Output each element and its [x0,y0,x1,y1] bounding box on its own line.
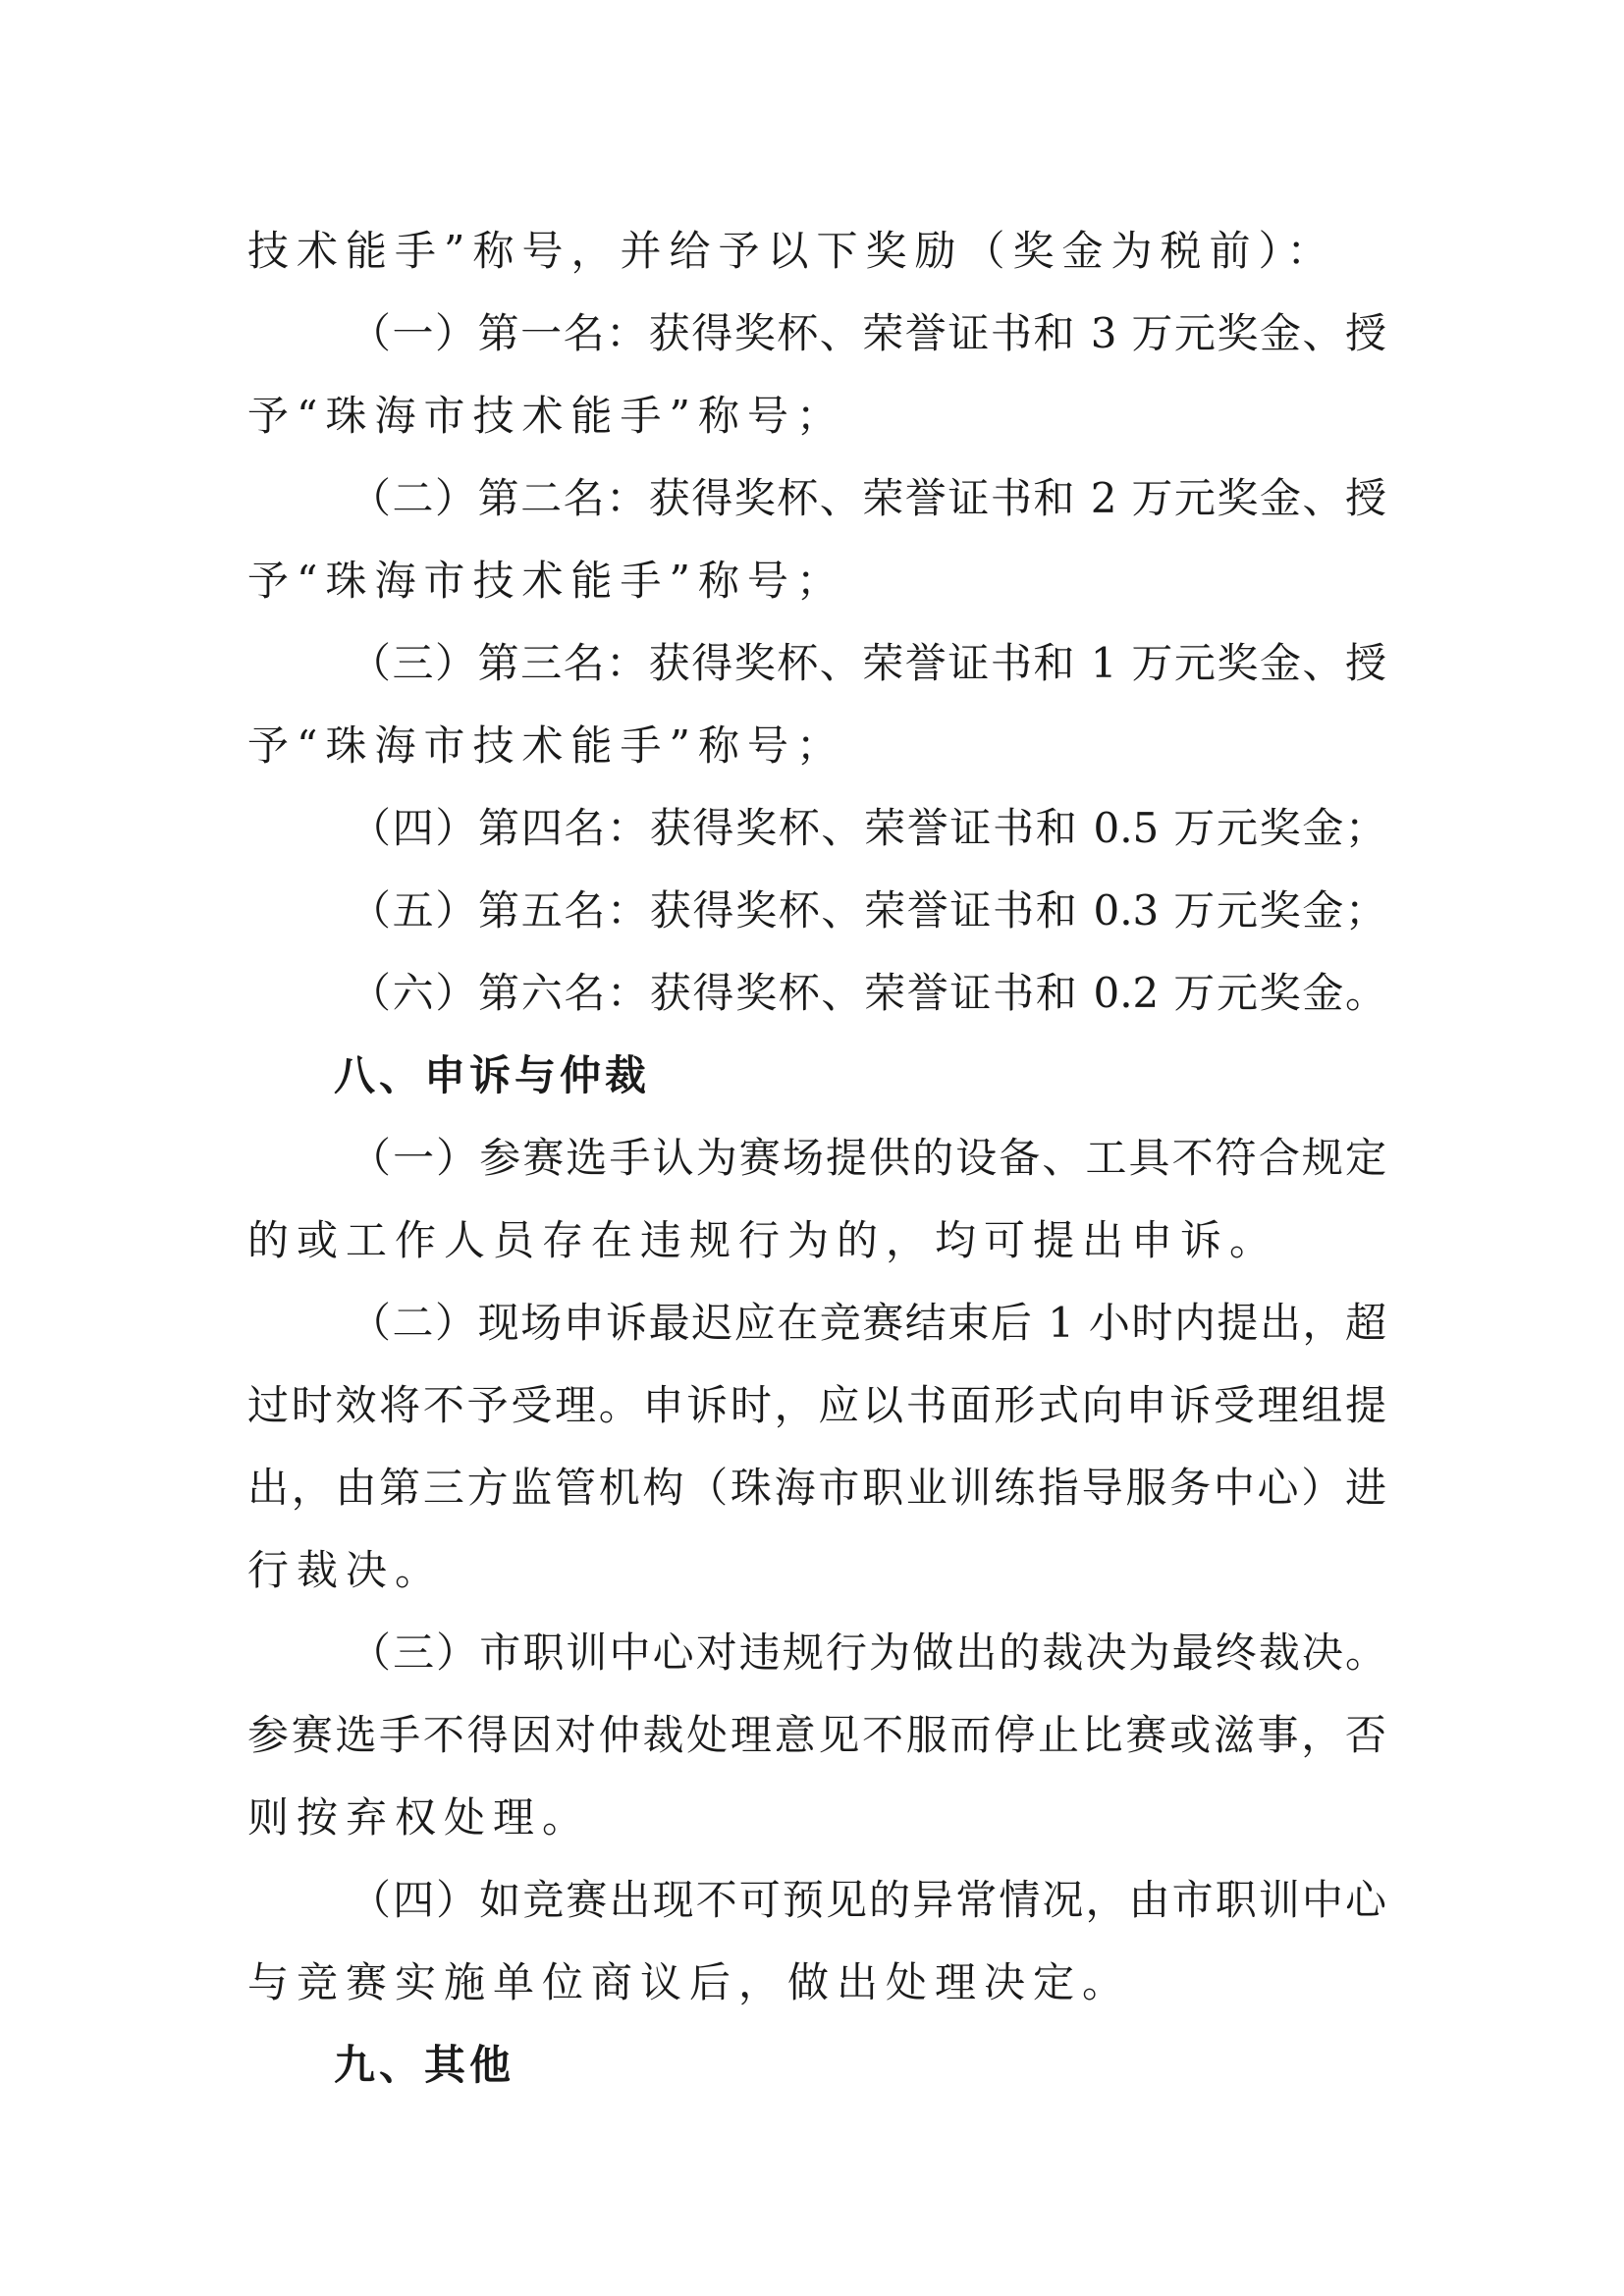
paragraph-line: 行裁决。 [247,1546,445,1594]
paragraph-line: 予“珠海市技术能手”称号； [247,721,845,770]
paragraph-line: 予“珠海市技术能手”称号； [247,392,845,440]
paragraph-line: 过时效将不予受理。申诉时，应以书面形式向申诉受理组提 [247,1381,1386,1429]
award-item-second: （二）第二名：获得奖杯、荣誉证书和 2 万元奖金、授 [350,474,1386,522]
award-item-first: （一）第一名：获得奖杯、荣誉证书和 3 万元奖金、授 [350,309,1386,357]
award-item-fourth: （四）第四名：获得奖杯、荣誉证书和 0.5 万元奖金； [350,804,1386,852]
award-item-third: （三）第三名：获得奖杯、荣誉证书和 1 万元奖金、授 [350,639,1386,687]
section-heading-appeal: 八、申诉与仲裁 [334,1051,651,1099]
section-heading-other: 九、其他 [334,2041,515,2089]
appeal-item-2: （二）现场申诉最迟应在竞赛结束后 1 小时内提出，超 [350,1299,1386,1347]
appeal-item-3: （三）市职训中心对违规行为做出的裁决为最终裁决。 [350,1629,1386,1677]
award-item-sixth: （六）第六名：获得奖杯、荣誉证书和 0.2 万元奖金。 [350,969,1386,1017]
paragraph-line: 出，由第三方监管机构（珠海市职业训练指导服务中心）进 [247,1464,1386,1512]
award-item-fifth: （五）第五名：获得奖杯、荣誉证书和 0.3 万元奖金； [350,886,1386,934]
paragraph-line: 的或工作人员存在违规行为的，均可提出申诉。 [247,1216,1279,1264]
appeal-item-4: （四）如竞赛出现不可预见的异常情况，由市职训中心 [350,1876,1386,1924]
appeal-item-1: （一）参赛选手认为赛场提供的设备、工具不符合规定 [350,1134,1386,1182]
paragraph-line: 予“珠海市技术能手”称号； [247,557,845,605]
paragraph-line: 则按弃权处理。 [247,1793,592,1842]
paragraph-line: 技术能手”称号，并给予以下奖励（奖金为税前）： [247,227,1336,275]
paragraph-line: 参赛选手不得因对仲裁处理意见不服而停止比赛或滋事，否 [247,1711,1386,1759]
document-body [247,210,1386,2107]
paragraph-line: 与竞赛实施单位商议后，做出处理决定。 [247,1958,1132,2006]
